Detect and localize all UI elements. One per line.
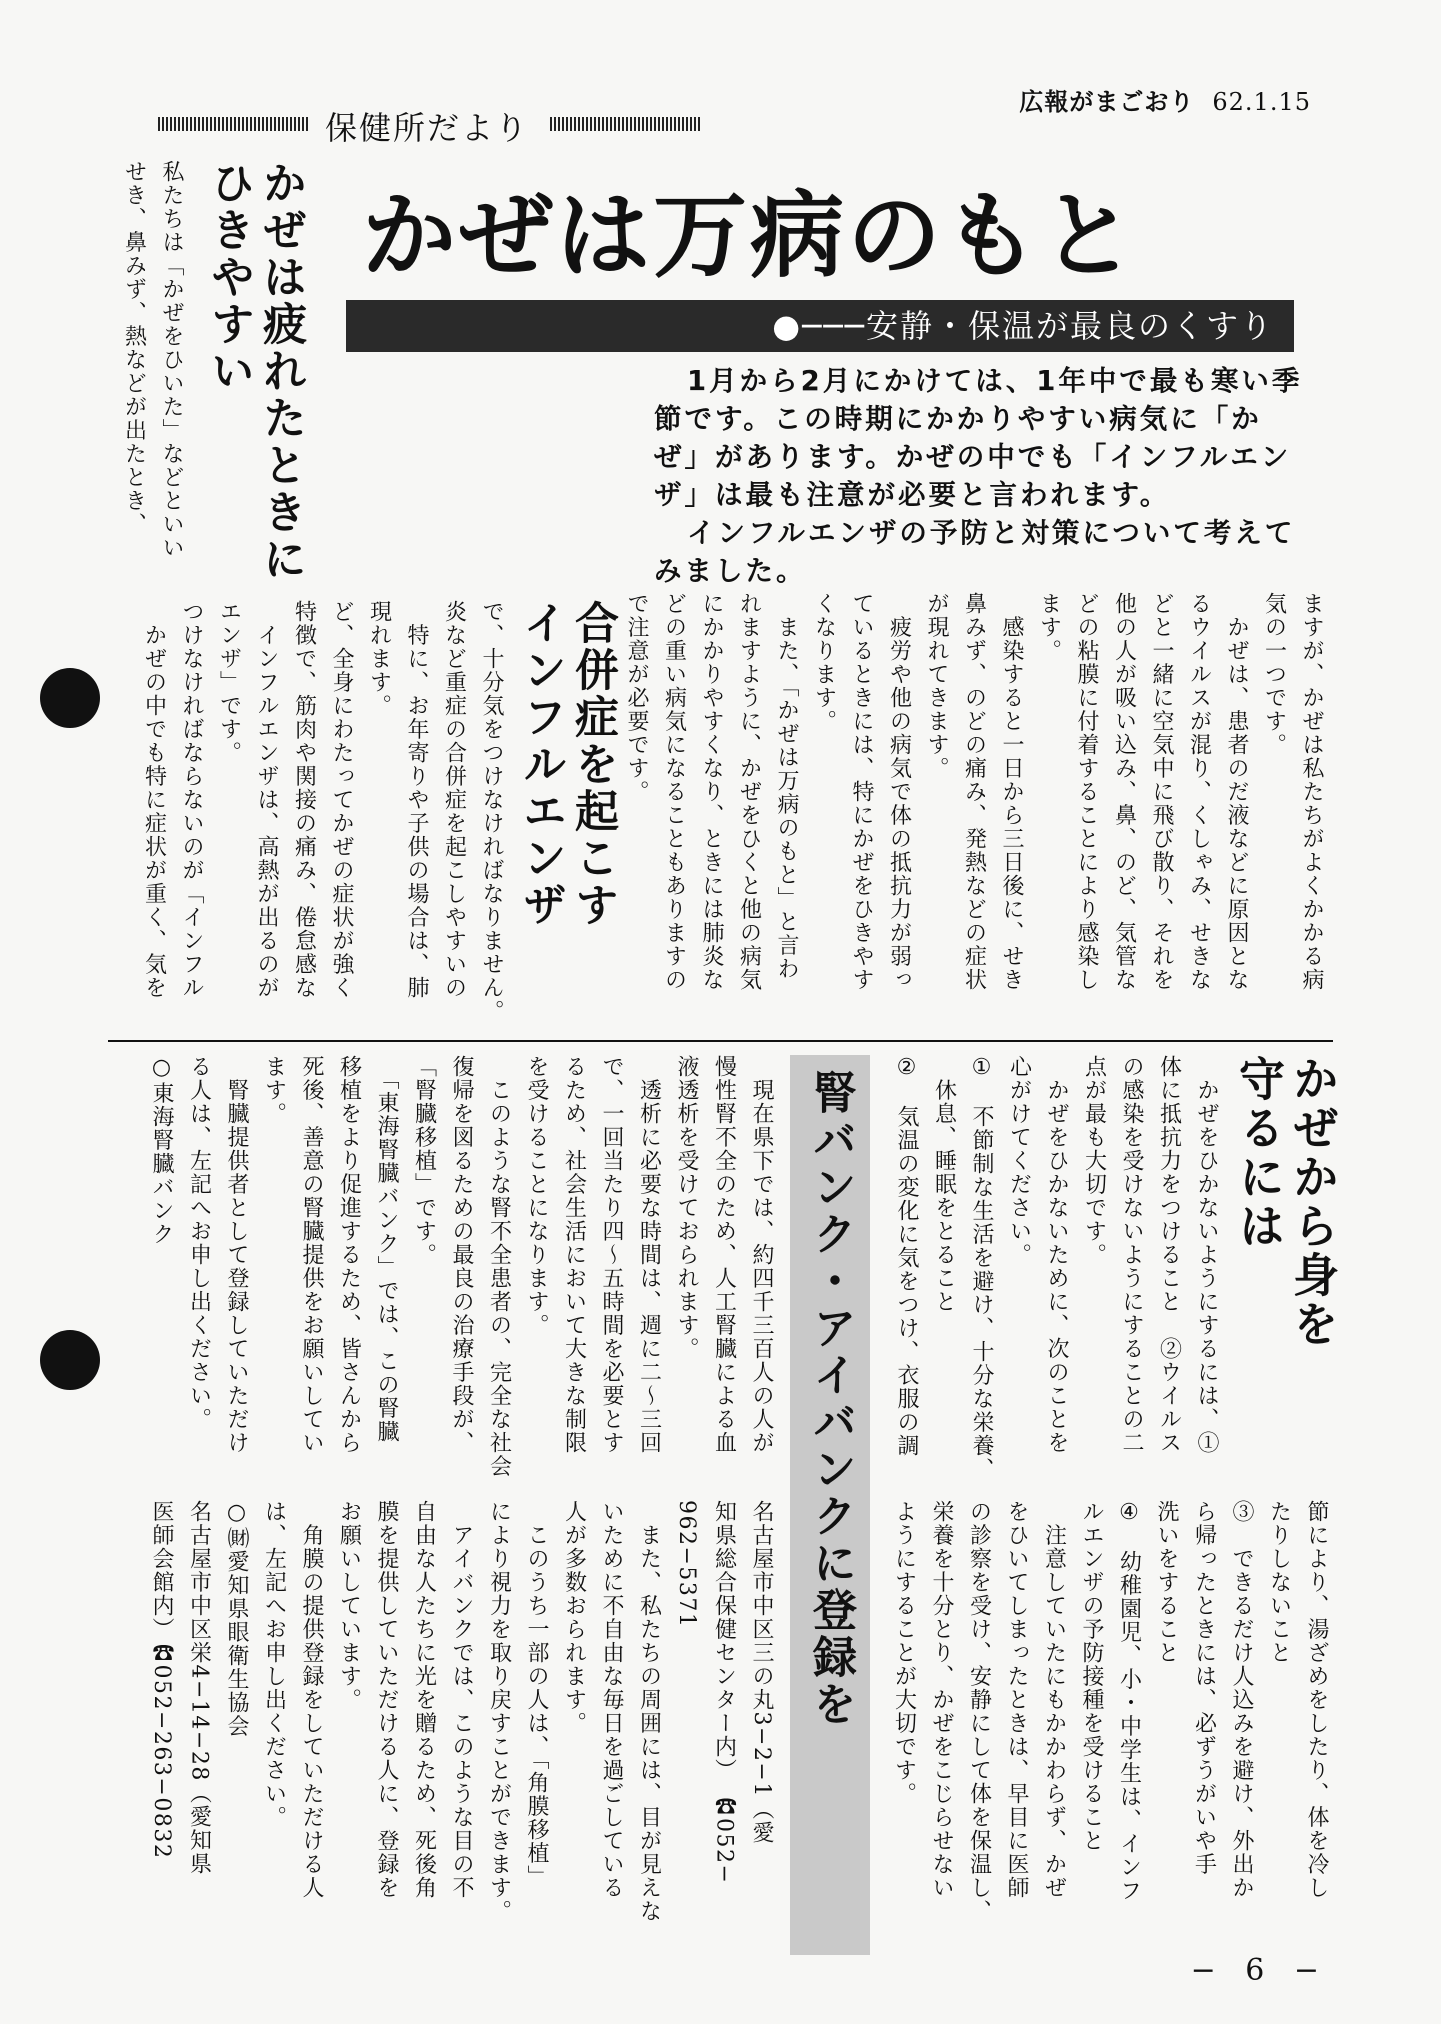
eye-bank-text: 名古屋市中区三の丸3−2−1（愛 知県総合保健センター内） ☎052− 962−5371 また、私たちの周囲には、目が見えな いために不自由な毎日を過ごしている 人が多数おられます。 このうち一部の人は、「角膜移植」 により視力を取り戻すことができます。 アイバンクでは、このような目の不 自由な人たちに光を贈るため、死後角 膜を提供していただける人に、登録を お願いしています。 角膜の提供登録をしていただける人 は、左記へお申し出ください。 ○㈶愛知県眼衛生協会 名古屋市中区栄4−14−28（愛知県 医師会館内）☎052−263−0832 (149, 1500, 774, 1923)
intro-text (654, 362, 1304, 590)
page-number: − 6 − (1190, 1953, 1329, 1988)
publication-header (1019, 82, 1311, 117)
section-divider (108, 1040, 1333, 1042)
publication-name: 広報がまごおり (1019, 88, 1195, 116)
section4-heading: 腎バンク・アイバンクに登録を (805, 1070, 856, 1728)
intro-paragraph-2: インフルエンザの予防と対策について考えてみました。 (654, 517, 1296, 587)
hatch-rule-right (550, 117, 700, 131)
section1-heading: かぜは疲れたときに ひきやすい (203, 160, 306, 583)
section3-heading: かぜから身を 守るには (1232, 1055, 1340, 1349)
publication-date: 62.1.15 (1212, 88, 1311, 116)
page-title: かぜは万病のもと (362, 182, 1139, 291)
binder-hole-top (40, 668, 100, 728)
section1-text: 私たちは「かぜをひいた」などといい せき、鼻みず、熱などが出たとき、 (121, 160, 184, 560)
series-title: 保健所だより (325, 109, 530, 147)
section2-heading: 合併症を起こす インフルエンザ (515, 600, 618, 929)
binder-hole-bottom (40, 1330, 100, 1390)
hatch-rule-left (158, 117, 308, 131)
body-column-b: で、十分気をつけなければなりません。 炎など重症の合併症を起こしやすいの 特に、お年寄りや子供の場合は、肺 現れます。 ど、全身にわたってかぜの症状が強く 特徴で、筋肉や関接の痛み、倦怠感な インフルエンザは、高熱が出るのが エンザ」です。 つけなければならないのが「インフル かぜの中でも特に症状が重く、気を (141, 600, 504, 1023)
kidney-bank-text: 現在県下では、約四千三百人の人が 慢性腎不全のため、人工腎臓による血 液透析を受けておられます。 透析に必要な時間は、週に二〜三回 で、一回当たり四〜五時間を必要とす るため、社会生活において大きな制限 を受けることになります。 このような腎不全患者の、完全な社会 復帰を図るための最良の治療手段が、 「腎臓移植」です。 「東海腎臓バンク」では、この腎臓 移植をより促進するため、皆さんから 死後、善意の腎臓提供をお願いしてい ます。 腎臓提供者として登録していただけ る人は、左記へお申し出ください。 ○東海腎臓バンク (149, 1055, 774, 1478)
body-column-a: ますが、かぜは私たちがよくかかる病 気の一つです。 かぜは、患者のだ液などに原因とな るウイルスが混り、くしゃみ、せきな どと一緒に空気中に飛び散り、それを 他の人が吸い込み、鼻、のど、気管な どの粘膜に付着することにより感染し ます。 感染すると一日から三日後に、せき 鼻みず、のどの痛み、発熱などの症状 が現れてきます。 疲労や他の病気で体の抵抗力が弱っ ているときには、特にかぜをひきやす くなります。 また、「かぜは万病のもと」と言わ れますように、かぜをひくと他の病気 にかかりやすくなり、ときには肺炎な どの重い病気になることもありますの で注意が必要です。 (624, 592, 1324, 992)
subtitle-bar: ●───安静・保温が最良のくすり (346, 300, 1294, 352)
intro-paragraph-1: 1月から2月にかけては、1年中で最も寒い季節です。この時期にかかりやすい病気に「かぜ」があります。かぜの中でも「インフルエンザ」は最も注意が必要と言われます。 (654, 365, 1303, 511)
section3-column-a: かぜをひかないようにするには、① 体に抵抗力をつけること ②ウイルス の感染を受けないようにすることの二 点が最も大切です。 かぜをひかないために、次のことを 心がけてください。 ① 不節制な生活を避け、十分な栄養、 休息、睡眠をとること ② 気温の変化に気をつけ、衣服の調 (894, 1055, 1219, 1481)
section3-column-b: 節により、湯ざめをしたり、体を冷し たりしないこと ③ できるだけ人込みを避け、外出か ら帰ったときには、必ずうがいや手 洗いをすること ④ 幼稚園児、小・中学生は、インフ ルエンザの予防接種を受けること 注意していたにもかかわらず、かぜ をひいてしまったときは、早目に医師 の診察を受け、安静にして体を保温し、 栄養を十分とり、かぜをこじらせない ようにすることが大切です。 (891, 1500, 1329, 1923)
